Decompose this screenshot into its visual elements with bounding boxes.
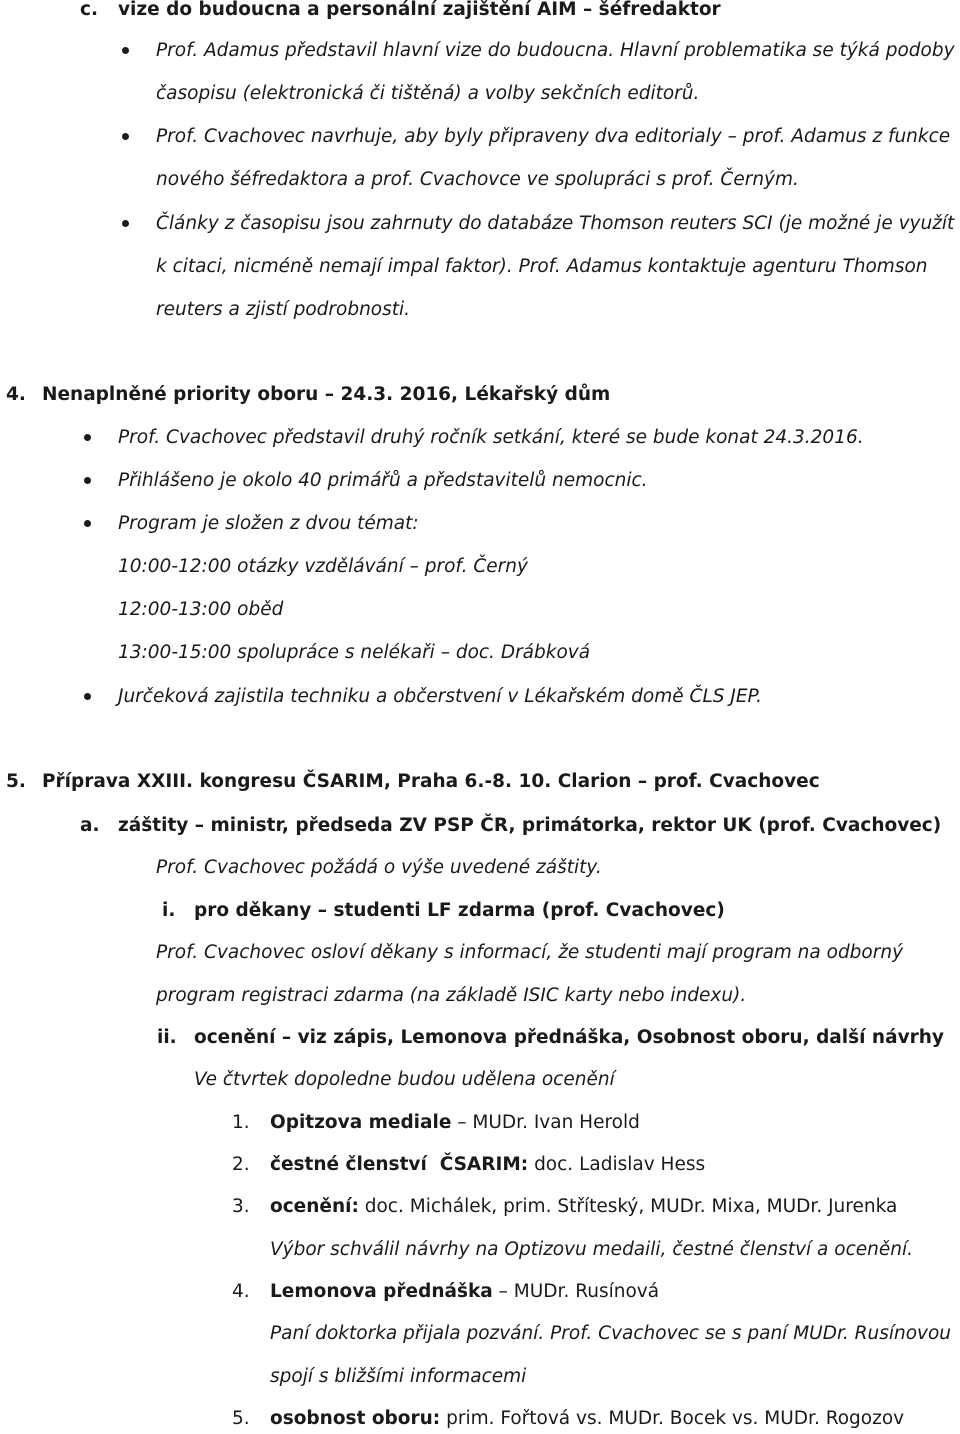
section-4-bullet-2: Přihlášeno je okolo 40 primářů a představitelů nemocnic. [118,470,648,491]
award-4-title: Lemonova přednáška [270,1281,493,1302]
bullet-dot [122,220,129,227]
section-5-marker: 5. [6,771,26,792]
award-2-number: 2. [232,1154,250,1175]
award-1-number: 1. [232,1112,250,1133]
sub-i-heading: pro děkany – studenti LF zdarma (prof. Cvachovec) [194,900,725,921]
sub-i-line-2: program registraci zdarma (na základě ISIC karty nebo indexu). [156,985,747,1006]
bullet-dot [84,477,91,484]
award-5-candidates: prim. Fořtová vs. MUDr. Bocek vs. MUDr. Rogozov [440,1408,905,1429]
bullet-dot [84,434,91,441]
section-4-bullet-3: Program je složen z dvou témat: [118,513,419,534]
award-4-recipient: – MUDr. Rusínová [492,1281,660,1302]
award-1 [270,1111,640,1135]
section-c-marker: c. [80,0,98,20]
award-3-note: Výbor schválil návrhy na Optizovu medaili, čestné členství a ocenění. [270,1239,913,1260]
bullet-dot [84,520,91,527]
sub-i-line-1: Prof. Cvachovec osloví děkany s informací, že studenti mají program na odborný [156,942,904,963]
award-3-title: ocenění: [270,1196,359,1217]
award-4-note-line-1: Paní doktorka přijala pozvání. Prof. Cvachovec se s paní MUDr. Rusínovou [270,1323,952,1344]
sub-a-heading: záštity – ministr, předseda ZV PSP ČR, primátorka, rektor UK (prof. Cvachovec) [118,815,942,836]
sub-a-text: Prof. Cvachovec požádá o výše uvedené záštity. [156,857,602,878]
award-5-title: osobnost oboru: [270,1408,441,1429]
program-line-1: 10:00-12:00 otázky vzdělávání – prof. Černý [118,556,528,577]
award-5-number: 5. [232,1408,250,1429]
section-c-bullet-3-line-3: reuters a zjistí podrobnosti. [156,299,411,320]
award-4 [270,1280,659,1304]
section-c-bullet-2-line-2: nového šéfredaktora a prof. Cvachovce ve spolupráci s prof. Černým. [156,169,799,190]
sub-a-marker: a. [80,815,100,836]
sub-i-marker: i. [162,900,176,921]
section-c-bullet-1-line-2: časopisu (elektronická či tištěná) a volby sekčních editorů. [156,83,700,104]
award-2-recipient: doc. Ladislav Hess [528,1154,706,1175]
program-line-2: 12:00-13:00 oběd [118,599,284,620]
award-1-recipient: – MUDr. Ivan Herold [451,1112,640,1133]
section-4-bullet-4: Jurčeková zajistila techniku a občerstvení v Lékařském domě ČLS JEP. [118,686,763,707]
award-4-number: 4. [232,1281,250,1302]
award-2-title: čestné členství ČSARIM: [270,1154,529,1175]
bullet-dot [122,133,129,140]
section-c-bullet-1-line-1: Prof. Adamus představil hlavní vize do budoucna. Hlavní problematika se týká podoby [156,40,955,61]
sub-ii-heading: ocenění – viz zápis, Lemonova přednáška, Osobnost oboru, další návrhy [194,1027,944,1048]
section-4-marker: 4. [6,384,26,405]
bullet-dot [84,693,91,700]
sub-ii-marker: ii. [157,1027,177,1048]
award-1-title: Opitzova mediale [270,1112,452,1133]
sub-ii-intro: Ve čtvrtek dopoledne budou udělena ocenění [194,1069,615,1090]
program-line-3: 13:00-15:00 spolupráce s nelékaři – doc. Drábková [118,642,591,663]
award-2 [270,1153,705,1177]
award-3-recipients: doc. Michálek, prim. Stříteský, MUDr. Mixa, MUDr. Jurenka [358,1196,898,1217]
section-4-heading: Nenaplněné priority oboru – 24.3. 2016, Lékařský dům [42,384,611,405]
section-4-bullet-1: Prof. Cvachovec představil druhý ročník setkání, které se bude konat 24.3.2016. [118,427,864,448]
award-4-note-line-2: spojí s bližšími informacemi [270,1366,527,1387]
section-5-heading: Příprava XXIII. kongresu ČSARIM, Praha 6.-8. 10. Clarion – prof. Cvachovec [42,771,820,792]
award-5 [270,1407,904,1431]
award-3 [270,1195,897,1219]
section-c-bullet-3-line-1: Články z časopisu jsou zahrnuty do databáze Thomson reuters SCI (je možné je využít [156,213,955,234]
section-c-heading: vize do budoucna a personální zajištění AIM – šéfredaktor [118,0,721,20]
section-c-bullet-2-line-1: Prof. Cvachovec navrhuje, aby byly připraveny dva editorialy – prof. Adamus z funkce [156,126,951,147]
section-c-bullet-3-line-2: k citaci, nicméně nemají impal faktor). Prof. Adamus kontaktuje agenturu Thomson [156,256,928,277]
bullet-dot [122,47,129,54]
award-3-number: 3. [232,1196,250,1217]
